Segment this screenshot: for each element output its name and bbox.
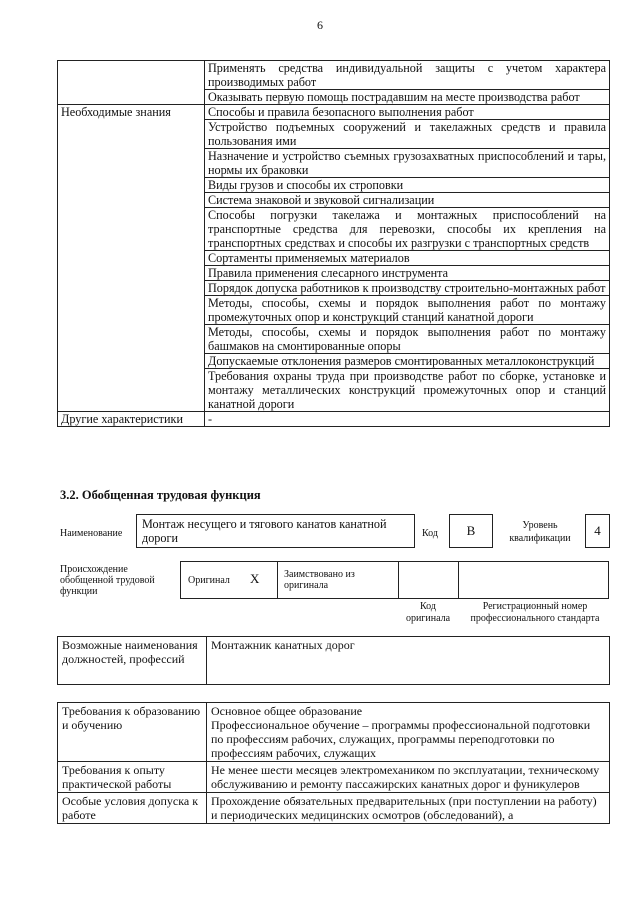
- level-value: 4: [585, 514, 610, 548]
- top-row-item: Устройство подъемных сооружений и такелажных средств и правила пользования ими: [205, 120, 610, 149]
- origin-grid: [180, 561, 609, 599]
- top-row-item: Оказывать первую помощь пострадавшим на месте производства работ: [205, 90, 610, 105]
- top-row-item: Правила применения слесарного инструмента: [205, 266, 610, 281]
- top-row-label: Другие характеристики: [58, 412, 205, 427]
- top-row-item: Порядок допуска работников к производству строительно-монтажных работ: [205, 281, 610, 296]
- requirements-table: [57, 702, 610, 824]
- top-row-item: Методы, способы, схемы и порядок выполнения работ по монтажу башмаков на смонтированные опоры: [205, 325, 610, 354]
- reg-number-caption: Регистрационный номер профессионального стандарта: [470, 601, 600, 624]
- requirement-value: [207, 793, 610, 824]
- positions-label: Возможные наименования должностей, профессий: [58, 637, 207, 685]
- code-original-caption: Код оригинала: [405, 601, 451, 624]
- borrowed-label: Заимствовано из оригинала: [284, 569, 355, 591]
- requirement-value: [207, 762, 610, 793]
- function-name-value: Монтаж несущего и тягового канатов канатной дороги: [136, 514, 415, 548]
- requirement-label: Особые условия допуска к работе: [58, 793, 207, 824]
- page-number: 6: [317, 18, 323, 32]
- top-row-item: Методы, способы, схемы и порядок выполнения работ по монтажу промежуточных опор и конструкций станций канатной дороги: [205, 296, 610, 325]
- requirement-line: Не менее шести месяцев электромехаником по эксплуатации, техническому обслуживанию и ремонту пассажирских канатных дорог и фуникулеров: [211, 763, 600, 791]
- top-row-item: Виды грузов и способы их строповки: [205, 178, 610, 193]
- requirement-line: Основное общее образование: [211, 704, 363, 718]
- code-value: B: [449, 514, 493, 548]
- origin-label: Происхождение обобщенной трудовой функции: [60, 564, 155, 597]
- level-label: Уровень квалификации: [509, 520, 571, 544]
- top-row-label: Необходимые знания: [58, 105, 205, 412]
- top-row-item: Способы и правила безопасного выполнения работ: [205, 105, 610, 120]
- requirement-line: Прохождение обязательных предварительных (при поступлении на работу) и периодических медицинских осмотров (обследований), а: [211, 794, 597, 822]
- requirement-line: Профессиональное обучение – программы профессиональной подготовки по профессиям рабочих, служащих, программы переподготовки по профессиям рабочих, служащих: [211, 718, 591, 760]
- top-row-item: Допускаемые отклонения размеров смонтированных металлоконструкций: [205, 354, 610, 369]
- skills-knowledge-table: [57, 60, 610, 427]
- top-row-item: Способы погрузки такелажа и монтажных приспособлений на транспортные средства для перевозки, способы их крепления на транспортных средствах и способы их разгрузки с транспортных средств: [205, 208, 610, 251]
- requirement-value: [207, 703, 610, 762]
- requirement-label: Требования к опыту практической работы: [58, 762, 207, 793]
- top-row-item: Система знаковой и звуковой сигнализации: [205, 193, 610, 208]
- section-heading: 3.2. Обобщенная трудовая функция: [60, 488, 261, 502]
- top-row-item: -: [205, 412, 610, 427]
- top-row-label: [58, 61, 205, 105]
- original-label: Оригинал: [188, 575, 230, 586]
- top-row-item: Сортаменты применяемых материалов: [205, 251, 610, 266]
- top-row-item: Требования охраны труда при производстве работ по сборке, установке и монтажу металлических конструкций промежуточных опор и станций канатной дороги: [205, 369, 610, 412]
- code-label: Код: [422, 528, 438, 539]
- original-mark: X: [250, 571, 260, 586]
- top-row-item: Применять средства индивидуальной защиты с учетом характера производимых работ: [205, 61, 610, 90]
- positions-value: Монтажник канатных дорог: [207, 637, 610, 685]
- requirement-label: Требования к образованию и обучению: [58, 703, 207, 762]
- name-label: Наименование: [60, 528, 123, 539]
- top-row-item: Назначение и устройство съемных грузозахватных приспособлений и тары, нормы их браковки: [205, 149, 610, 178]
- positions-table: [57, 636, 610, 685]
